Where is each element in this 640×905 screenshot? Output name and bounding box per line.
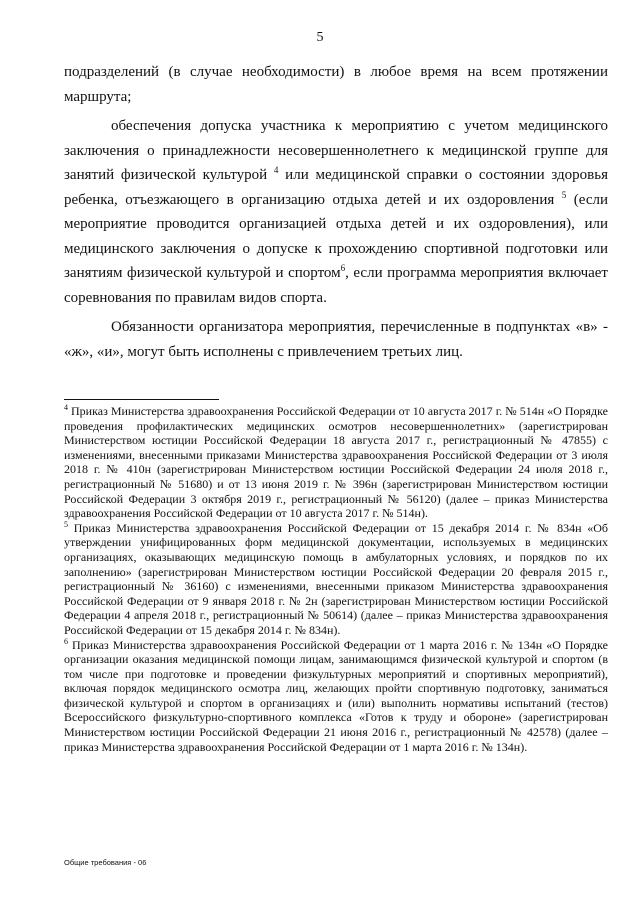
footnote-4 bbox=[64, 404, 608, 521]
paragraph-3: Обязанности организатора мероприятия, перечисленные в подпунктах «в» - «ж», «и», могут быть исполнены с привлечением третьих лиц. bbox=[64, 319, 608, 360]
paragraph-2 bbox=[64, 114, 608, 310]
page-number: 5 bbox=[316, 30, 324, 45]
footnote-marker: 5 bbox=[64, 519, 68, 529]
paragraph-2-part-d: , если программа мероприятия включает соревнования по правилам видов спорта. bbox=[64, 265, 608, 306]
footnote-separator bbox=[64, 399, 219, 400]
footnote-ref-6[interactable]: 6 bbox=[340, 263, 346, 273]
footnote-text: Приказ Министерства здравоохранения Российской Федерации от 10 августа 2017 г. № 514н «О Порядке проведения профилактических медицинских осмотров несовершеннолетних» (зарегистрирован Министерством юстиции Российской Федерации 18 августа 2017 г., регистрационный № 47855) с изменениями, внесенными приказами Министерства здравоохранения Российской Федерации от 3 июля 2018 г. № 410н (зарегистрирован Министерством юстиции Российской Федерации 24 июля 2018 г., регистрационный № 51680) и от 13 июня 2019 г. № 396н (зарегистрирован Министерством юстиции Российской Федерации 3 октября 2019 г., регистрационный № 56120) (далее – приказ Министерства здравоохранения Российской Федерации от 10 августа 2017 г. № 514н). bbox=[64, 404, 609, 521]
paragraph-2-part-b: или медицинской справки о состоянии здоровья ребенка, отъезжающего в организацию отдыха детей и их оздоровления bbox=[64, 167, 608, 208]
page-footer-label: Общие требования - 06 bbox=[64, 858, 147, 867]
paragraph-2-part-a: обеспечения допуска участника к мероприятию с учетом медицинского заключения о принадлежности несовершеннолетнего к медицинской группе для занятий физической культурой bbox=[64, 118, 608, 183]
footnote-text: Приказ Министерства здравоохранения Российской Федерации от 1 марта 2016 г. № 134н «О Порядке организации оказания медицинской помощи лицам, занимающимся физической культурой и спортом (в том числе при подготовке и проведении физкультурных мероприятий и спортивных мероприятий), включая порядок медицинского осмотра лиц, желающих пройти спортивную подготовку, заниматься физической культурой и спортом в организациях и (или) выполнить нормативы испытаний (тестов) Всероссийского физкультурно-спортивного комплекса «Готов к труду и обороне» (зарегистрирован Министерством юстиции Российской Федерации 21 июня 2016 г., регистрационный № 42578) (далее – приказ Министерства здравоохранения Российской Федерации от 1 марта 2016 г. № 134н). bbox=[64, 637, 609, 754]
footnote-6 bbox=[64, 638, 608, 755]
footnote-5 bbox=[64, 521, 608, 638]
paragraph-2-part-c: (если мероприятие проводится организацией отдыха детей и их оздоровления), или медицинского заключения о допуске к прохождению спортивной подготовки или занятиям физической культурой и спортом bbox=[64, 191, 609, 281]
body-text bbox=[64, 60, 608, 364]
footnote-ref-5[interactable]: 5 bbox=[561, 189, 567, 200]
footnotes bbox=[64, 404, 608, 754]
footnote-marker: 4 bbox=[64, 403, 68, 412]
footnote-text: Приказ Министерства здравоохранения Российской Федерации от 15 декабря 2014 г. № 834н «Об утверждении унифицированных форм медицинской документации, используемых в медицинских организациях, оказывающих медицинскую помощь в амбулаторных условиях, и порядков по их заполнению» (зарегистрирован Министерством юстиции Российской Федерации 20 февраля 2015 г., регистрационный № 36160) с изменениями, внесенными приказом Министерства здравоохранения Российской Федерации от 9 января 2018 г. № 2н (зарегистрирован Министерством юстиции Российской Федерации 4 апреля 2018 г., регистрационный № 50614) (далее – приказ Министерства здравоохранения Российской Федерации от 15 декабря 2014 г. № 834н). bbox=[64, 520, 609, 637]
footnote-ref-4[interactable]: 4 bbox=[273, 165, 279, 175]
footnote-marker: 6 bbox=[64, 636, 68, 646]
paragraph-1: подразделений (в случае необходимости) в любое время на всем протяжении маршрута; bbox=[64, 64, 608, 105]
